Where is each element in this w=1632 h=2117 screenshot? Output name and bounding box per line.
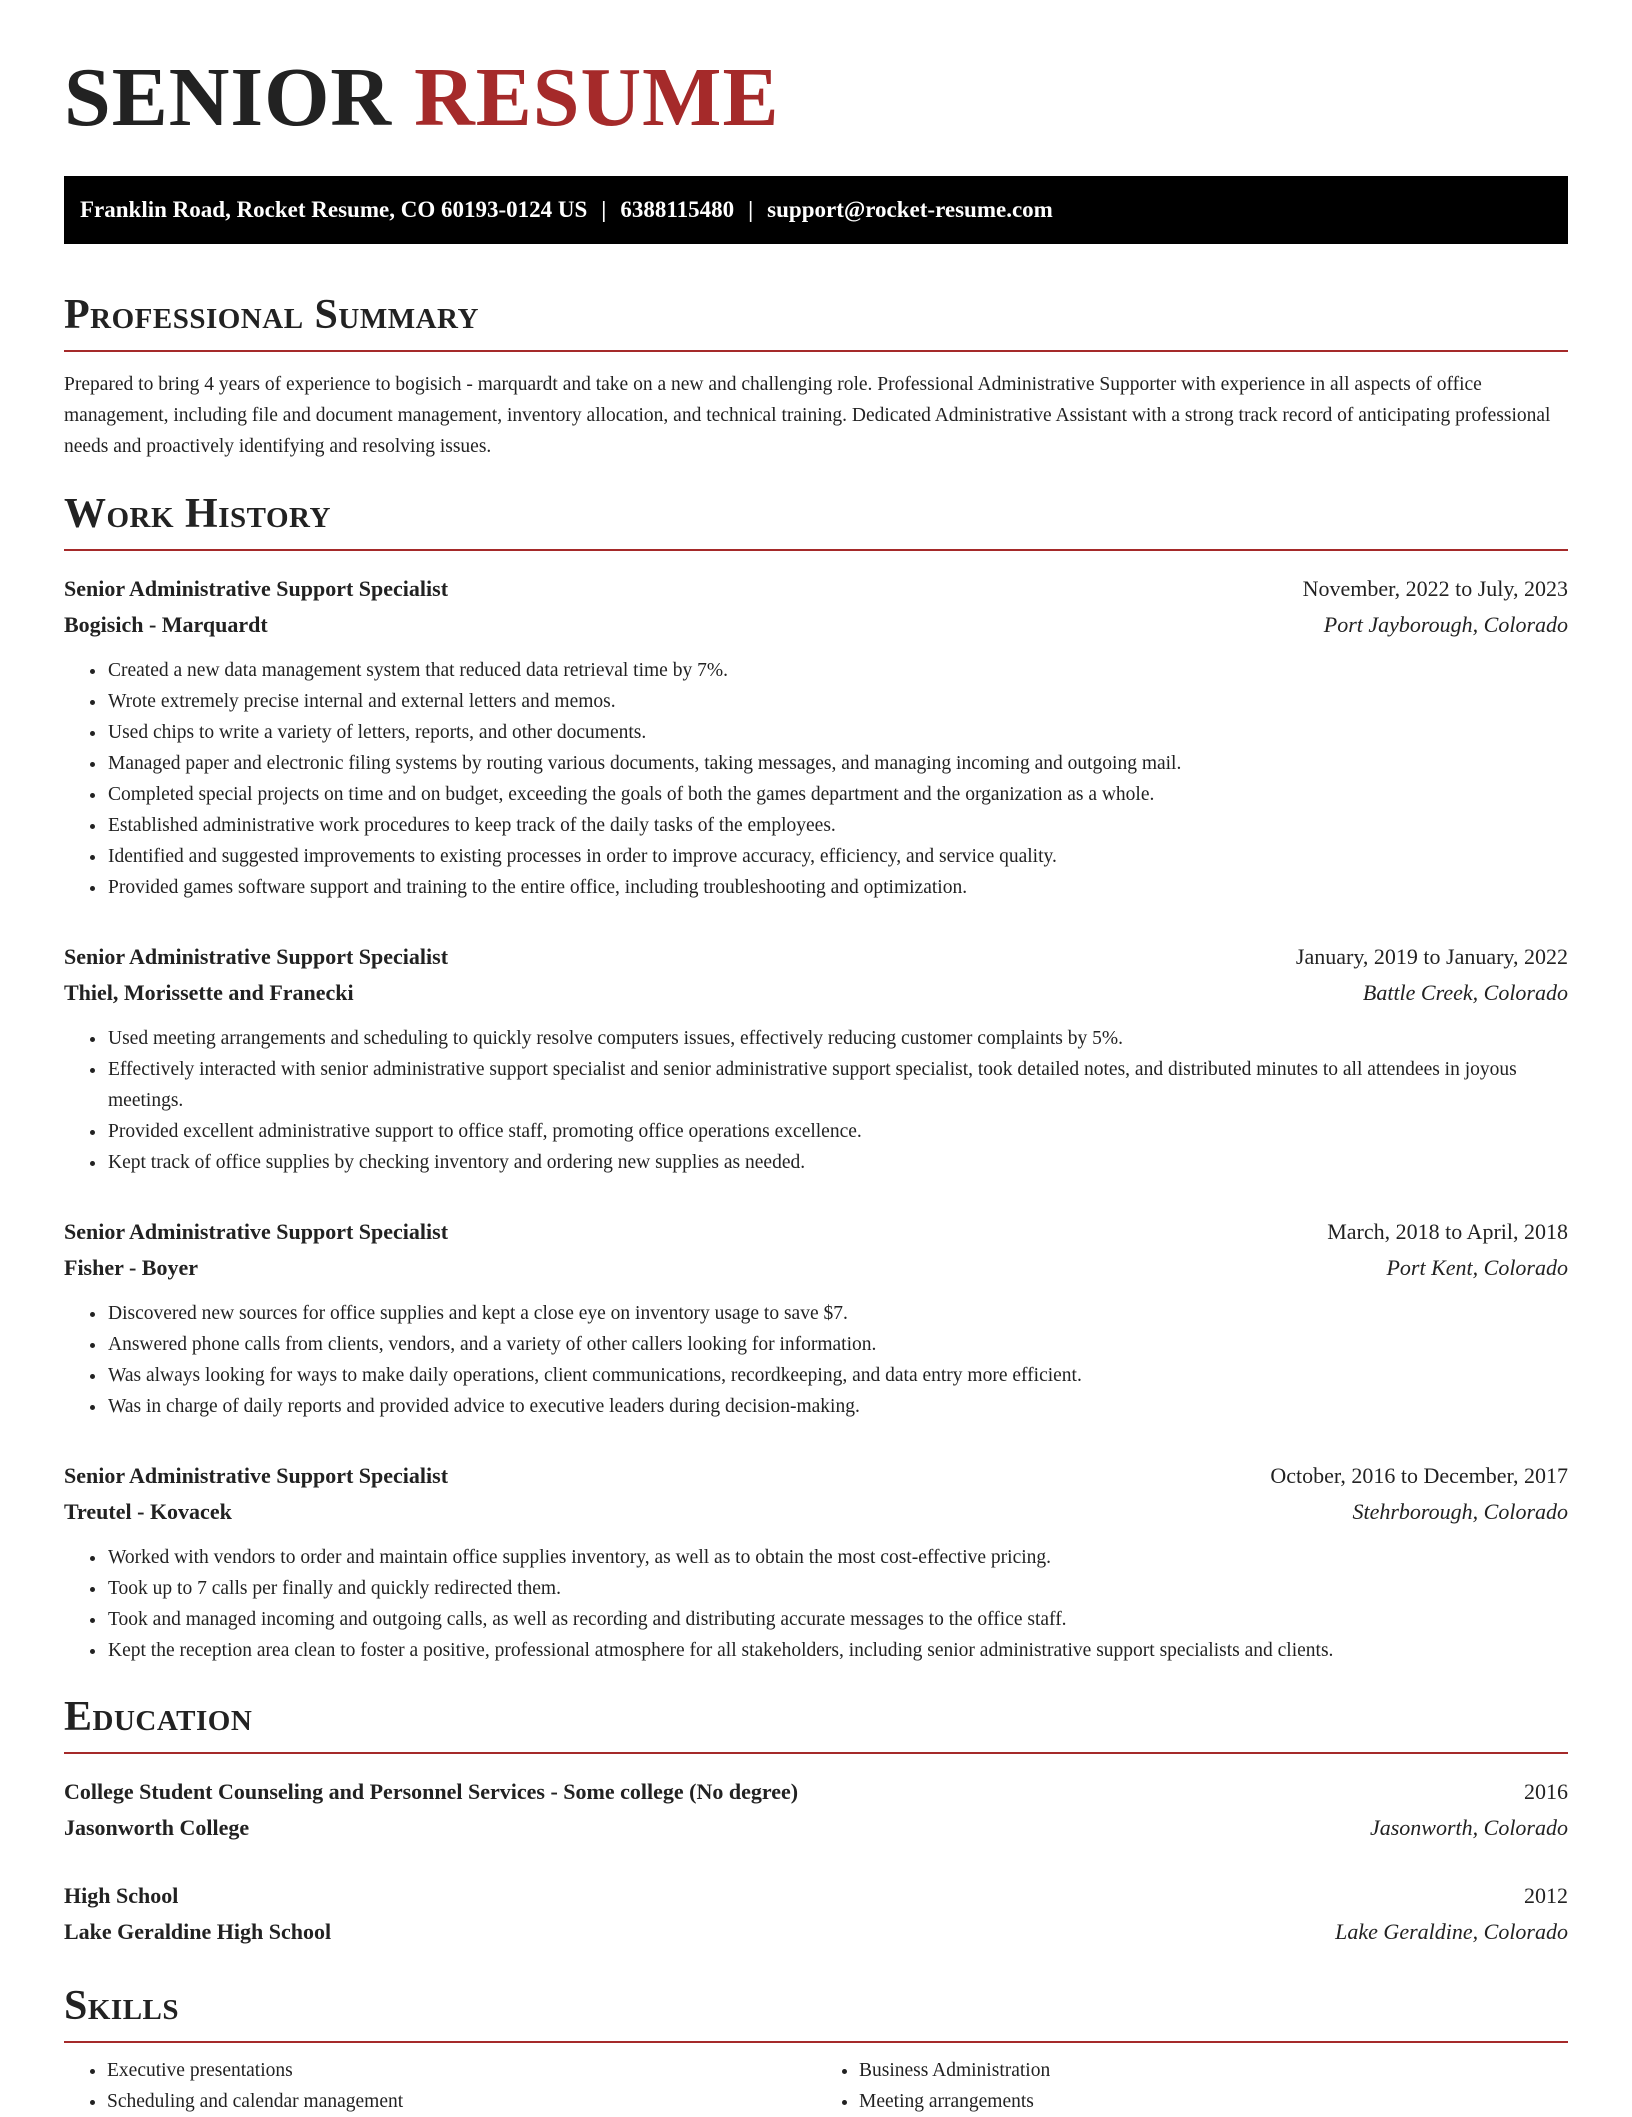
job-title: Senior Administrative Support Specialist [64,1219,449,1244]
education-degree: High School [64,1883,179,1908]
job-bullet: • Provided excellent administrative support to office staff, promoting office operations excellence. [107,1116,1568,1147]
contact-email[interactable]: support@rocket-resume.com [767,197,1053,222]
education-school: Jasonworth College [64,1815,250,1840]
contact-separator: | [748,197,754,222]
job-dates: January, 2019 to January, 2022 [1295,944,1568,969]
section-heading-education: Education [64,1696,1568,1754]
job-location: Battle Creek, Colorado [1362,980,1568,1005]
education-year: 2016 [1524,1779,1568,1804]
job-bullet: • Worked with vendors to order and maintain office supplies inventory, as well as to obtain the most cost-effective pricing. [107,1542,1568,1573]
contact-separator: | [601,197,607,222]
job-company: Treutel - Kovacek [64,1499,232,1524]
job-location: Stehrborough, Colorado [1352,1499,1568,1524]
skills-list-left [64,2055,816,2117]
job-entry [64,939,1568,1178]
job-location: Port Kent, Colorado [1386,1255,1568,1280]
skills-list-right [816,2055,1568,2117]
contact-address: Franklin Road, Rocket Resume, CO 60193-0124 US [80,197,588,222]
job-bullets [64,655,1568,903]
job-dates: March, 2018 to April, 2018 [1327,1219,1568,1244]
education-year: 2012 [1524,1883,1568,1908]
job-dates: October, 2016 to December, 2017 [1270,1463,1568,1488]
job-bullet: • Provided games software support and training to the entire office, including troubleshooting and optimization. [107,872,1568,903]
section-heading-skills: Skills [64,1985,1568,2043]
job-bullet: • Took and managed incoming and outgoing calls, as well as recording and distributing accurate messages to the office staff. [107,1604,1568,1635]
job-bullets [64,1298,1568,1422]
skill-item: • Executive presentations [107,2055,816,2086]
job-bullet: • Managed paper and electronic filing systems by routing various documents, taking messages, and managing incoming and outgoing mail. [107,748,1568,779]
job-entry [64,1458,1568,1666]
job-bullet: • Answered phone calls from clients, vendors, and a variety of other callers looking for information. [107,1329,1568,1360]
skill-item: • Scheduling and calendar management [107,2086,816,2117]
job-entry [64,571,1568,903]
job-title: Senior Administrative Support Specialist [64,944,449,969]
job-bullet: • Used meeting arrangements and scheduling to quickly resolve computers issues, effectively reducing customer complaints by 5%. [107,1023,1568,1054]
contact-bar [64,176,1568,244]
summary-text: Prepared to bring 4 years of experience to bogisich - marquardt and take on a new and challenging role. Professional Administrative Supporter with experience in all aspects of office management, including file and document management, inventory allocation, and technical training. Dedicated Administrative Assistant with a strong track record of anticipating professional needs and proactively identifying and resolving issues. [64,374,1551,457]
education-degree: College Student Counseling and Personnel Services - Some college (No degree) [64,1779,799,1804]
job-company: Fisher - Boyer [64,1255,199,1280]
job-title: Senior Administrative Support Specialist [64,576,449,601]
education-entry [64,1774,1568,1846]
title-word-senior: SENIOR [64,51,393,144]
job-bullet: • Identified and suggested improvements to existing processes in order to improve accuracy, efficiency, and service quality. [107,841,1568,872]
job-bullet: • Wrote extremely precise internal and external letters and memos. [107,686,1568,717]
title-word-resume: RESUME [414,51,780,144]
education-location: Lake Geraldine, Colorado [1335,1919,1568,1944]
job-bullet: • Discovered new sources for office supplies and kept a close eye on inventory usage to save $7. [107,1298,1568,1329]
section-heading-summary: Professional Summary [64,294,1568,352]
resume-page [64,0,1568,2117]
job-title: Senior Administrative Support Specialist [64,1463,449,1488]
job-bullet: • Created a new data management system that reduced data retrieval time by 7%. [107,655,1568,686]
resume-title [64,51,1568,148]
skills-columns [64,2055,1568,2117]
education-section [64,1696,1568,1950]
job-company: Bogisich - Marquardt [64,612,268,637]
professional-summary-section [64,294,1568,462]
skills-section [64,1985,1568,2117]
education-school: Lake Geraldine High School [64,1919,332,1944]
skill-item: • Meeting arrangements [859,2086,1568,2117]
job-bullets [64,1023,1568,1178]
job-bullets [64,1542,1568,1666]
job-bullet: • Was in charge of daily reports and provided advice to executive leaders during decision-making. [107,1391,1568,1422]
work-history-section [64,493,1568,1666]
section-heading-work: Work History [64,493,1568,551]
education-entry [64,1878,1568,1950]
job-bullet: • Established administrative work procedures to keep track of the daily tasks of the employees. [107,810,1568,841]
job-bullet: • Effectively interacted with senior administrative support specialist and senior administrative support specialist, took detailed notes, and distributed minutes to all attendees in joyous meetings. [107,1054,1568,1116]
skill-item: • Business Administration [859,2055,1568,2086]
job-bullet: • Was always looking for ways to make daily operations, client communications, recordkeeping, and data entry more efficient. [107,1360,1568,1391]
job-bullet: • Kept the reception area clean to foster a positive, professional atmosphere for all stakeholders, including senior administrative support specialists and clients. [107,1635,1568,1666]
job-bullet: • Took up to 7 calls per finally and quickly redirected them. [107,1573,1568,1604]
job-entry [64,1214,1568,1422]
contact-phone[interactable]: 6388115480 [620,197,735,222]
job-location: Port Jayborough, Colorado [1323,612,1568,637]
job-dates: November, 2022 to July, 2023 [1302,576,1568,601]
job-company: Thiel, Morissette and Franecki [64,980,354,1005]
education-location: Jasonworth, Colorado [1369,1815,1568,1840]
job-bullet: • Completed special projects on time and on budget, exceeding the goals of both the games department and the organization as a whole. [107,779,1568,810]
job-bullet: • Used chips to write a variety of letters, reports, and other documents. [107,717,1568,748]
job-bullet: • Kept track of office supplies by checking inventory and ordering new supplies as needed. [107,1147,1568,1178]
